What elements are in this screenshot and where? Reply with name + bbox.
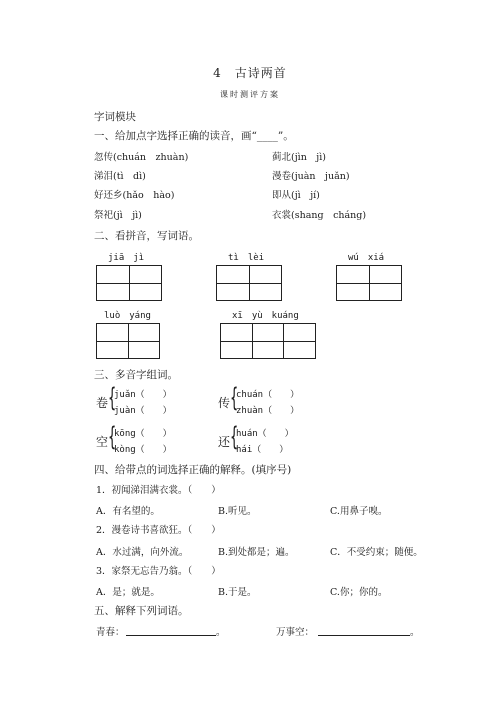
pinyin-label: luò yáng <box>104 311 151 321</box>
term-label: 万事空： <box>276 627 315 638</box>
polyphone-reading: juàn（ ） <box>114 406 172 416</box>
section-2-heading: 二、看拼音，写词语。 <box>94 230 199 242</box>
option-a: A．水过满，向外流。 <box>96 547 189 558</box>
answer-line[interactable] <box>126 634 216 636</box>
page-subtitle: 课时测评方案 <box>220 90 280 99</box>
polyphone-reading: kòng（ ） <box>114 445 172 455</box>
polyphone-reading: kōng（ ） <box>114 429 172 439</box>
reading-item: 衣裳(shang cháng) <box>272 210 367 221</box>
option-a: A．有名望的。 <box>96 506 160 517</box>
writing-grid[interactable] <box>220 323 316 359</box>
brace-icon: { <box>230 422 239 452</box>
polyphone-char: 卷 <box>96 396 109 410</box>
brace-icon: { <box>108 383 117 413</box>
brace-icon: { <box>230 383 239 413</box>
reading-item: 涕泪(tì dì) <box>94 171 146 182</box>
question-1: 1．初闻涕泪满衣裳。（ ） <box>96 485 221 496</box>
reading-item: 即从(jì jí) <box>272 190 320 201</box>
polyphone-char: 传 <box>218 396 231 410</box>
polyphone-reading: huán（ ） <box>236 429 294 439</box>
module-title: 字词模块 <box>94 111 136 123</box>
polyphone-reading: hái（ ） <box>236 445 289 455</box>
reading-item: 祭祀(jì jì) <box>94 210 142 221</box>
answer-line[interactable] <box>318 634 410 636</box>
writing-grid[interactable] <box>96 323 160 359</box>
term-period: 。 <box>410 627 420 638</box>
section-3-heading: 三、多音字组词。 <box>94 369 178 381</box>
reading-item: 忽传(chuán zhuàn) <box>94 152 189 163</box>
reading-item: 蓟北(jìn jì) <box>272 152 326 163</box>
term-period: 。 <box>216 627 226 638</box>
option-c: C.用鼻子嗅。 <box>330 506 388 517</box>
polyphone-reading: zhuàn（ ） <box>236 406 300 416</box>
question-3: 3．家祭无忘告乃翁。（ ） <box>96 566 221 577</box>
option-a: A．是；就是。 <box>96 587 160 598</box>
writing-grid[interactable] <box>216 265 282 301</box>
pinyin-label: wú xiá <box>348 253 385 263</box>
page-title: 4 古诗两首 <box>213 66 287 80</box>
option-b: B.到处都是；遍。 <box>218 547 295 558</box>
option-b: B.听见。 <box>218 506 257 517</box>
reading-item: 好还乡(hǎo hào) <box>94 190 175 201</box>
polyphone-char: 还 <box>218 435 231 449</box>
section-4-heading: 四、给带点的词选择正确的解释。(填序号) <box>94 464 292 476</box>
writing-grid[interactable] <box>96 265 162 301</box>
section-5-heading: 五、解释下列词语。 <box>94 605 189 617</box>
pinyin-label: xī yù kuáng <box>232 311 299 321</box>
brace-icon: { <box>108 422 117 452</box>
writing-grid[interactable] <box>336 265 402 301</box>
term-label: 青春： <box>96 627 125 638</box>
pinyin-label: tì lèi <box>228 253 265 263</box>
option-c: C.你；你的。 <box>330 587 388 598</box>
polyphone-char: 空 <box>96 435 109 449</box>
option-b: B.于是。 <box>218 587 257 598</box>
polyphone-reading: chuán（ ） <box>236 390 300 400</box>
polyphone-reading: juǎn（ ） <box>114 390 172 400</box>
reading-item: 漫卷(juàn juǎn) <box>272 171 350 182</box>
pinyin-label: jiā jì <box>108 253 145 263</box>
question-2: 2．漫卷诗书喜欲狂。（ ） <box>96 525 221 536</box>
section-1-heading: 一、给加点字选择正确的读音，画“____”。 <box>94 130 294 142</box>
option-c: C．不受约束；随便。 <box>330 547 423 558</box>
